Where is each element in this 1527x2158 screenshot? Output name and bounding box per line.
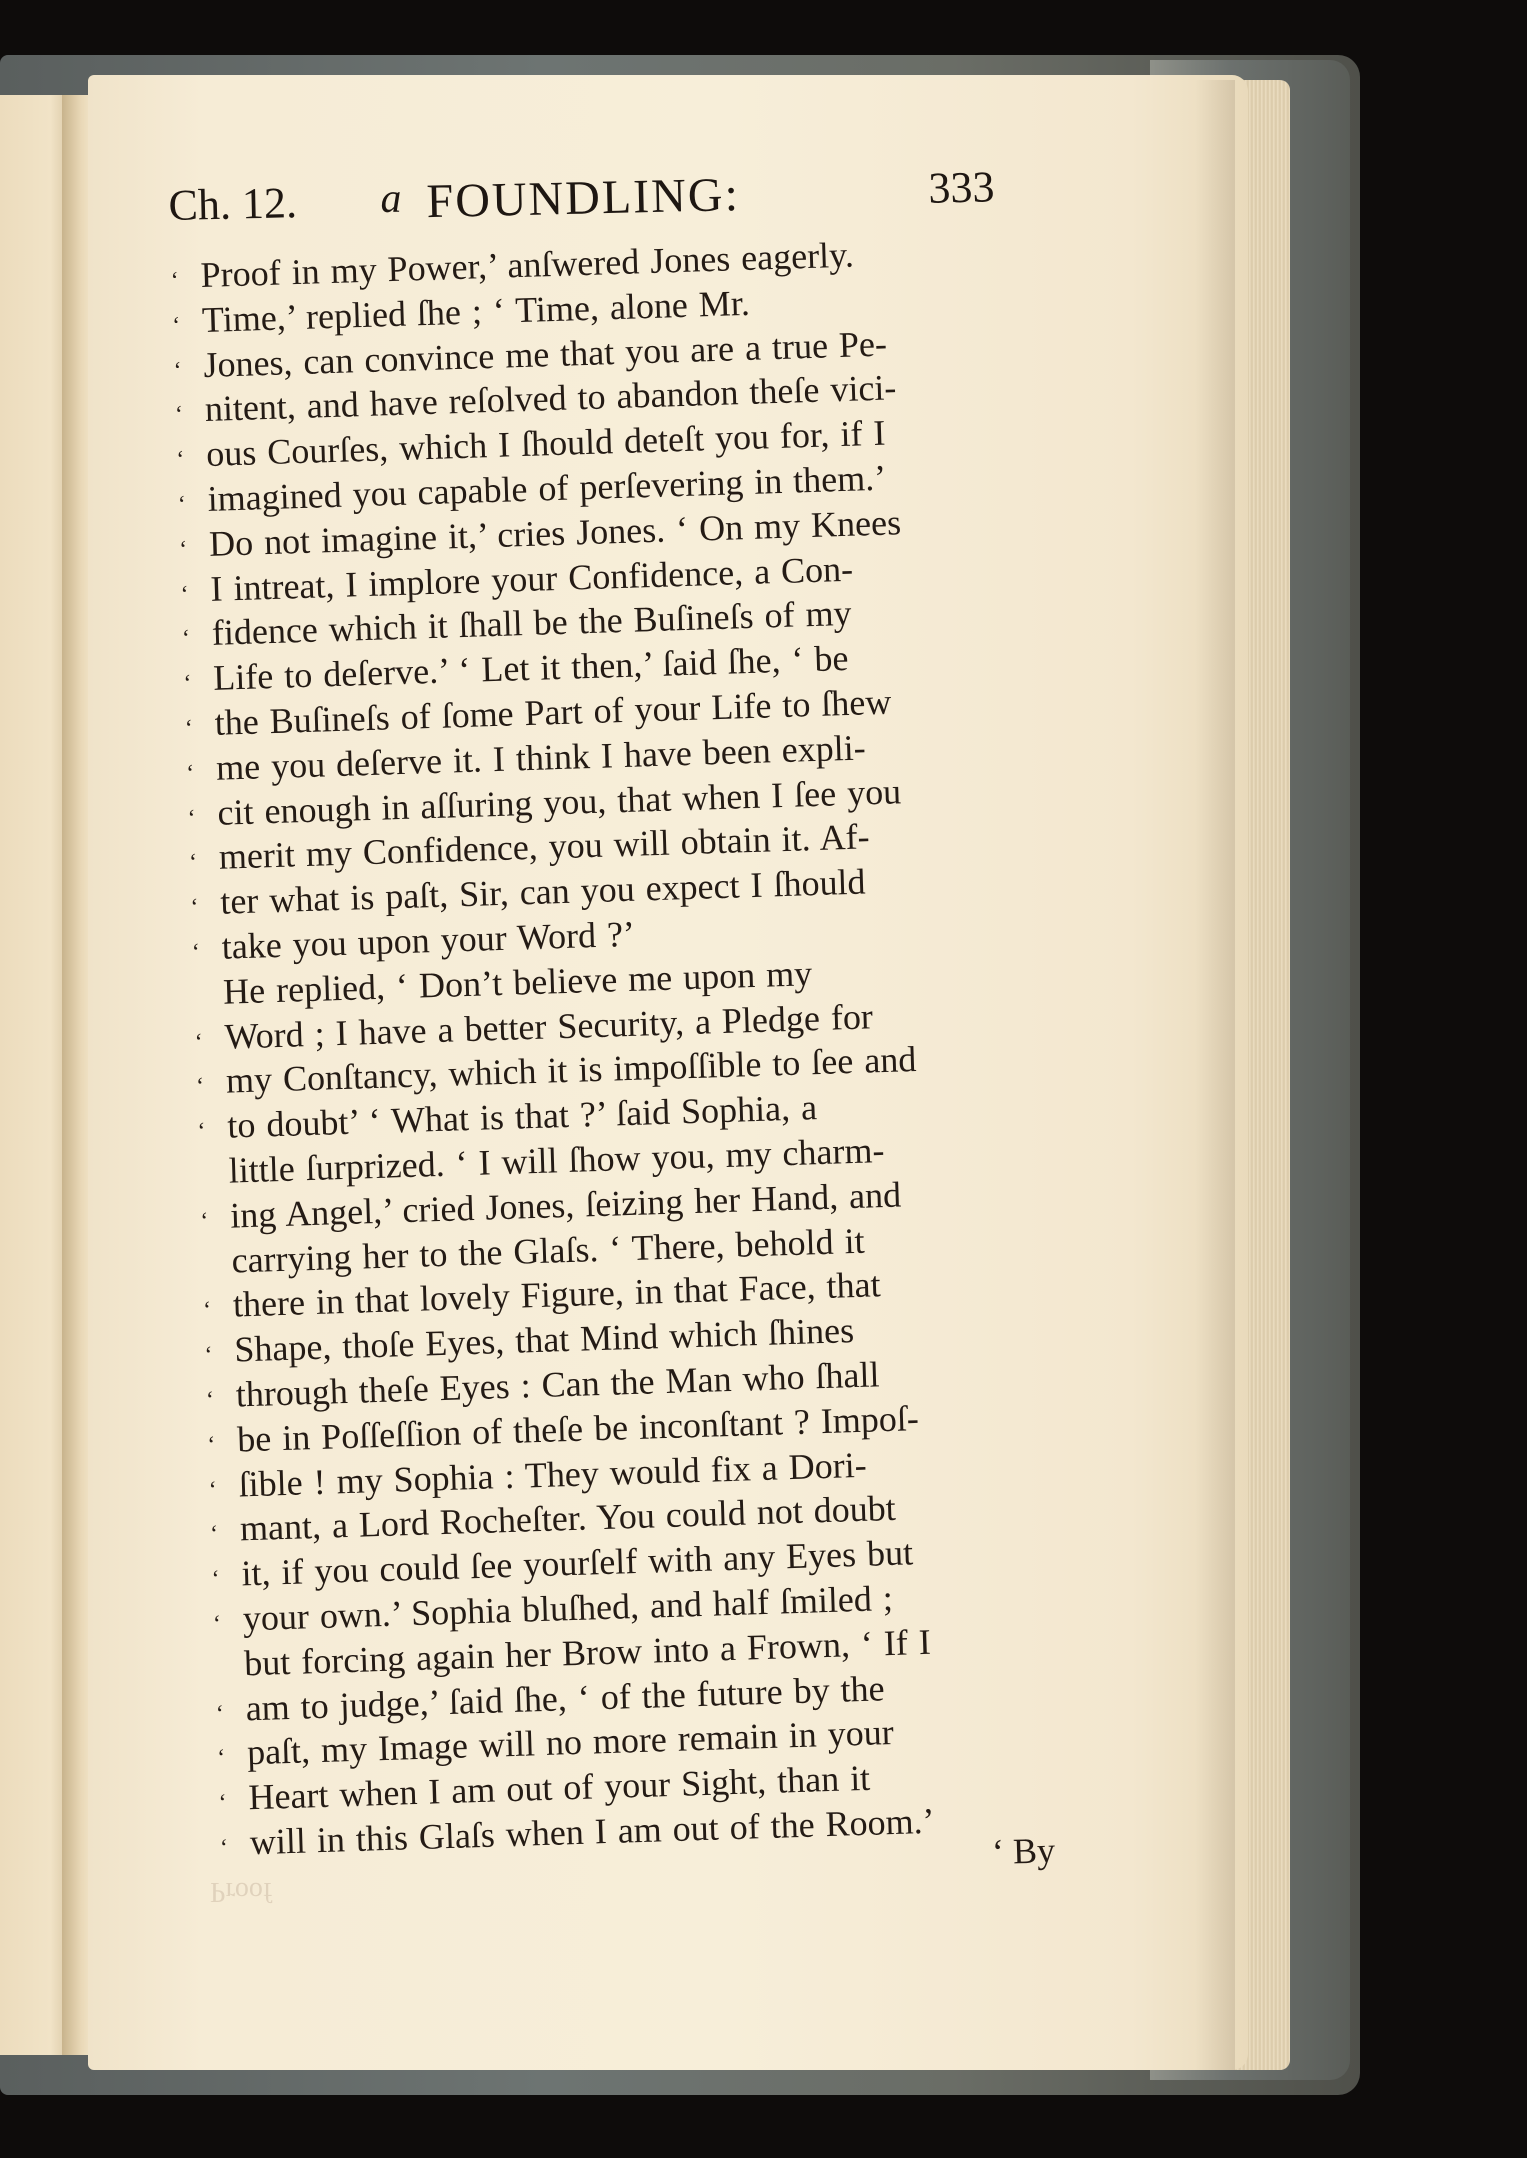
- line-quote-mark: ‘: [215, 1700, 225, 1727]
- line-quote-mark: ‘: [173, 357, 183, 384]
- line-quote-mark: [215, 1675, 245, 1676]
- line-text: Jones, can convince me that you are a true Pe-: [202, 323, 888, 385]
- line-text: me you deſerve it. I think I have been expli-: [215, 727, 867, 788]
- line-text: carrying her to the Glaſs. ‘ There, behold it: [230, 1220, 866, 1281]
- line-text: ous Courſes, which I ſhould deteſt you for, if I: [205, 412, 887, 475]
- line-text: the Buſineſs of ſome Part of your Life to ſhew: [214, 681, 892, 743]
- line-quote-mark: ‘: [176, 446, 185, 474]
- line-text: nitent, and have reſolved to abandon theſe vici-: [204, 367, 897, 430]
- line-quote-mark: ‘: [195, 1073, 205, 1100]
- line-text: there in that lovely Figure, in that Face, that: [232, 1264, 882, 1325]
- line-quote-mark: ‘: [202, 1297, 212, 1324]
- line-text: take you upon your Word ?’: [221, 913, 636, 967]
- catchword: ‘ By: [991, 1830, 1056, 1872]
- line-quote-mark: ‘: [218, 1790, 228, 1817]
- line-text: ſible ! my Sophia : They would fix a Dori-: [238, 1444, 868, 1504]
- line-quote-mark: ‘: [208, 1476, 218, 1503]
- line-quote-mark: ‘: [219, 1834, 229, 1862]
- line-text: mant, a Lord Rocheſter. You could not doubt: [239, 1488, 897, 1549]
- page-shadow: [1195, 80, 1235, 2070]
- line-quote-mark: ‘: [204, 1342, 213, 1369]
- line-quote-mark: ‘: [216, 1745, 226, 1772]
- line-quote-mark: ‘: [212, 1610, 222, 1638]
- line-quote-mark: ‘: [180, 581, 190, 608]
- line-text: I intreat, I implore your Confidence, a Con-: [209, 548, 854, 609]
- line-text: fidence which it ſhall be the Buſineſs of my: [211, 593, 853, 654]
- line-text: am to judge,’ ſaid ſhe, ‘ of the future by the: [245, 1667, 886, 1728]
- line-quote-mark: ‘: [187, 805, 197, 832]
- line-text: Time,’ replied ſhe ; ‘ Time, alone Mr.: [201, 282, 751, 340]
- line-quote-mark: ‘: [185, 760, 195, 787]
- line-text: imagined you capable of perſevering in them.’: [207, 457, 887, 519]
- line-text: it, if you could ſee yourſelf with any Eyes but: [240, 1532, 914, 1594]
- line-text: Do not imagine it,’ cries Jones. ‘ On my Knees: [208, 501, 902, 564]
- line-text: Heart when I am out of your Sight, than it: [247, 1757, 871, 1818]
- line-quote-mark: ‘: [199, 1208, 209, 1235]
- line-quote-mark: ‘: [183, 670, 192, 697]
- line-text: merit my Confidence, you will obtain it. Af-: [218, 816, 871, 878]
- line-quote-mark: [202, 1272, 232, 1273]
- line-quote-mark: [194, 1003, 224, 1004]
- line-quote-mark: ‘: [191, 939, 201, 966]
- line-text: Life to deſerve.’ ‘ Let it then,’ ſaid ſhe, ‘ be: [212, 638, 850, 699]
- line-quote-mark: ‘: [171, 312, 181, 339]
- line-quote-mark: ‘: [197, 1118, 206, 1145]
- line-text: my Conſtancy, which it is impoſſible to ſee and: [225, 1039, 917, 1101]
- line-text: Word ; I have a better Security, a Pledge for: [223, 995, 874, 1057]
- line-text: little ſurprized. ‘ I will ſhow you, my charm-: [228, 1129, 885, 1191]
- line-text: He replied, ‘ Don’t believe me upon my: [222, 952, 813, 1012]
- running-title: FOUNDLING:: [425, 168, 741, 229]
- header-article: a: [379, 175, 403, 223]
- bleed-through-text: Proof: [210, 1876, 273, 1907]
- line-text: ing Angel,’ cried Jones, ſeizing her Hand, and: [229, 1174, 902, 1236]
- line-text: but forcing again her Brow into a Frown, ‘ If I: [243, 1621, 932, 1684]
- line-quote-mark: ‘: [181, 625, 191, 653]
- line-text: ter what is paſt, Sir, can you expect I ſhould: [219, 861, 867, 922]
- line-quote-mark: ‘: [205, 1387, 215, 1414]
- line-quote-mark: ‘: [170, 267, 180, 294]
- line-quote-mark: ‘: [177, 491, 187, 518]
- line-text: your own.’ Sophia bluſhed, and half ſmiled ;: [242, 1577, 894, 1639]
- page-number: 333: [927, 162, 995, 213]
- line-text: be in Poſſeſſion of theſe be inconſtant ? Impoſ-: [236, 1397, 920, 1460]
- line-quote-mark: ‘: [211, 1566, 221, 1593]
- line-text: cit enough in aſſuring you, that when I ſee you: [216, 770, 902, 833]
- line-text: Shape, thoſe Eyes, that Mind which ſhines: [233, 1310, 855, 1370]
- line-quote-mark: ‘: [194, 1028, 204, 1056]
- line-quote-mark: ‘: [184, 715, 194, 742]
- body-text: [170, 226, 1140, 1867]
- line-quote-mark: [199, 1183, 229, 1184]
- line-quote-mark: ‘: [209, 1521, 219, 1548]
- line-quote-mark: ‘: [178, 536, 188, 563]
- line-text: through theſe Eyes : Can the Man who ſhall: [235, 1354, 881, 1415]
- line-quote-mark: ‘: [206, 1431, 216, 1459]
- line-text: Proof in my Power,’ anſwered Jones eagerly.: [200, 234, 855, 296]
- line-quote-mark: ‘: [190, 894, 199, 921]
- chapter-label: Ch. 12.: [168, 178, 298, 230]
- line-text: paſt, my Image will no more remain in your: [246, 1712, 895, 1773]
- line-text: will in this Glaſs when I am out of the Room.’: [249, 1800, 936, 1863]
- line-text: to doubt’ ‘ What is that ?’ ſaid Sophia, a: [226, 1087, 818, 1146]
- line-quote-mark: ‘: [174, 402, 184, 429]
- line-quote-mark: ‘: [188, 849, 198, 877]
